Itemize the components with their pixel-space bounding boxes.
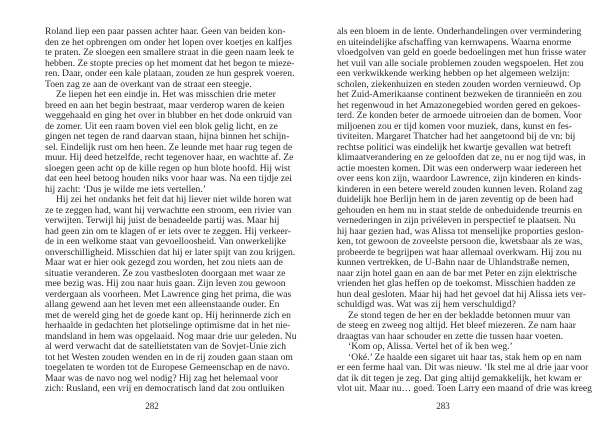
- text-line: herhaalde in gedachten het plotselinge optimisme dat in het nie-: [45, 320, 291, 331]
- text-line: scholen, ziekenhuizen en steden zouden worden vernieuwd. Op: [337, 78, 581, 90]
- text-line: muur. Hij deed hetzelfde, recht tegenover haar, en wachtte af. Ze: [45, 152, 294, 163]
- text-line: sloegen geen acht op de kille regen op hun blote hoofd. Hij wist: [45, 162, 291, 174]
- text-line: ‘Oké.’ Ze haalde een sigaret uit haar tas, stak hem op en nam: [348, 351, 582, 363]
- text-line: vrienden het glas heffen op de toekomst. Misschien hadden ze: [337, 278, 576, 289]
- text-line: er een ferme haal van. Dit was nieuw. ‘Ik stel me al drie jaar voor: [337, 362, 589, 373]
- body-text: [337, 26, 592, 395]
- text-line: het vuil van alle sociale problemen zouden wegspoelen. Het zou: [337, 57, 584, 69]
- text-line: Hij zei het ondanks het feit dat hij liever niet wilde horen wat: [56, 194, 292, 205]
- text-line: vernederingen in zijn privéleven in perspectief te plaatsen. Nu: [337, 215, 576, 226]
- text-line: de in een welkome staat van gevoelloosheid. Van onwerkelijke: [45, 236, 286, 247]
- text-line: situatie veranderen. Ze zou vastbesloten doorgaan met waar ze: [45, 267, 286, 279]
- paragraph: [45, 89, 294, 195]
- text-line: toegelaten te worden tot de Europese Gemeenschap en de navo.: [45, 362, 290, 373]
- text-line: naar zijn hotel gaan en aan de bar met Peter en zijn elektrische: [337, 267, 577, 279]
- text-line: kunnen vertrekken, de U-Bahn naar de Uhlandstraße nemen,: [337, 257, 570, 268]
- text-line: Maar was de navo nog wel nodig? Hij zag het helemaal voor: [45, 372, 279, 384]
- paragraph: [337, 351, 592, 395]
- text-line: met de wereld ging het de goede kant op. Hij herinnerde zich en: [45, 309, 291, 321]
- text-line: vloedgolven van geld en goede bedoelingen met hun frisse water: [337, 47, 587, 58]
- paragraph: [45, 26, 295, 90]
- paragraph: [45, 194, 297, 395]
- text-line: hij zacht: ‘Dus je wilde me iets vertellen.’: [45, 183, 206, 195]
- text-line: draagtas van haar schouder en zette die tussen haar voeten.: [337, 330, 563, 342]
- page-number: 283: [436, 401, 450, 411]
- text-line: hebben. Ze stopte precies op het moment dat het begon te mieze-: [45, 57, 295, 69]
- text-line: al werd verwacht dat de satellietstaten van de Sovjet-Unie zich: [45, 341, 287, 352]
- text-line: sel. Eindelijk rust om hen heen. Ze leunde met haar rug tegen de: [45, 141, 293, 153]
- text-line: breed en aan het begin bestraat, maar verderop waren de keien: [45, 99, 285, 111]
- text-line: een verkwikkende werking hebben op het algemeen welzijn:: [337, 68, 570, 79]
- text-line: Maar wat er hier ook gezegd zou worden, het zou niets aan de: [45, 257, 283, 268]
- text-line: probeerde te begrijpen wat haar allemaal overkwam. Hij zou nu: [337, 246, 582, 258]
- text-line: vlot uit. Maar nu… goed. Toen Larry een maand of drie was kreeg: [337, 383, 592, 394]
- text-line: rechtse politici was eindelijk het kwartje gevallen wat betreft: [337, 141, 571, 153]
- text-line: gehouden en hem nu in staat stelde de onbeduidende treurnis en: [337, 204, 583, 216]
- text-line: dat ik dit tegen je zeg. Dat ging altijd gemakkelijk, het kwam er: [337, 372, 582, 384]
- text-line: Roland liep een paar passen achter haar. Geen van beiden kon-: [45, 26, 286, 37]
- text-line: onverschilligheid. Misschien dat hij er later spijt van zou krijgen.: [45, 246, 296, 258]
- text-line: Ze liepen het een eindje in. Het was misschien drie meter: [56, 89, 276, 100]
- text-line: actie moesten komen. Dit was een onderwerp waar iedereen het: [337, 162, 582, 174]
- text-line: als een bloem in de lente. Onderhandelingen over vermindering: [337, 26, 582, 37]
- text-line: en uiteindelijke afschaffing van kernwapens. Waarna enorme: [337, 36, 572, 48]
- text-line: over eens kon zijn, waardoor Lawrence, zijn kinderen en kinds-: [337, 173, 582, 184]
- text-line: den ze het opbrengen om onder het lopen over koetjes en kalfjes: [45, 36, 292, 48]
- text-line: kinderen in een betere wereld zouden kunnen leven. Roland zag: [337, 183, 583, 195]
- text-line: allang gewend aan het leven met een alleenstaande ouder. En: [45, 299, 280, 310]
- text-line: weggehaald en ging het over in blubber en het dode onkruid van: [45, 110, 292, 121]
- text-line: te praten. Ze sloegen een smallere straat in die geen naam leek te: [45, 47, 295, 58]
- text-line: de zomer. Uit een raam boven viel een blok gelig licht, en ze: [45, 120, 278, 132]
- text-line: tot het Westen zouden wenden en in de rij zouden gaan staan om: [45, 351, 293, 363]
- body-text: [45, 26, 297, 395]
- paragraph: [337, 26, 587, 311]
- text-line: ze te zeggen had, want hij verwachtte een stroom, een rivier van: [45, 204, 292, 216]
- text-line: hij haar gezien had, was Alissa tot menselijke proporties geslon-: [337, 225, 584, 237]
- text-line: hun deal gesloten. Maar hij had het gevoel dat hij Alissa iets ver-: [337, 288, 586, 300]
- text-line: Toen zag ze aan de overkant van de straat een steegje.: [45, 78, 252, 90]
- text-line: had geen zin om te klagen of er iets over te zeggen. Hij verkeer-: [45, 225, 291, 237]
- text-line: verdergaan als voorheen. Met Lawrence ging het prima, die was: [45, 288, 292, 300]
- text-line: mee bezig was. Hij zou naar huis gaan. Zijn leven zou gewoon: [45, 278, 286, 289]
- text-line: duidelijk hoe Berlijn hem in de jaren zeventig op de been had: [337, 194, 574, 205]
- text-line: dat een heel betoog houden niks voor haar was. Na een tijdje zei: [45, 173, 292, 184]
- page-number: 282: [145, 401, 159, 411]
- text-line: zich: Rusland, een vrij en democratisch land dat zou ontluiken: [45, 383, 285, 394]
- text-line: miljoenen zou er tijd komen voor muziek, dans, kunst en fes-: [337, 120, 572, 132]
- text-line: ren. Daar, onder een kale plataan, zouden ze hun gesprek voeren.: [45, 68, 295, 79]
- text-line: ‘Kom op, Alissa. Vertel het of ik ben weg.’: [348, 341, 513, 352]
- text-line: tiviteiten. Margaret Thatcher had het aangetoond bij de vn: bij: [337, 131, 576, 142]
- text-line: verwijten. Terwijl hij juist de benadeelde partij was. Maar hij: [45, 215, 280, 226]
- text-line: gingen net tegen de rand daarvan staan, hijna binnen het schijn-: [45, 131, 290, 142]
- right-page: [300, 0, 600, 440]
- paragraph: [337, 309, 576, 343]
- text-line: terd. Ze konden beter de armoede uitroeien dan de bomen. Voor: [337, 110, 582, 121]
- text-line: het regenwoud in het Amazonegebied worden gered en gekoes-: [337, 99, 581, 111]
- text-line: de steeg en zweeg nog altijd. Het bleef miezeren. Ze nam haar: [337, 320, 576, 331]
- text-line: ken, tot gewoon de zoveelste persoon die, kwetsbaar als ze was,: [337, 236, 583, 247]
- text-line: mandsland in hem was opgelaaid. Nog maar drie uur geleden. Nu: [45, 330, 297, 342]
- text-line: het Zuid-Amerikaanse continent bezweken de tirannieën en zou: [337, 89, 582, 100]
- text-line: klimaatverandering en ze geloofden dat ze, nu er nog tijd was, in: [337, 152, 586, 163]
- paragraph: [337, 342, 568, 353]
- text-line: Ze stond tegen de her en der bekladde betonnen muur van: [348, 309, 571, 321]
- text-line: schuldigd was. Wat was zij hem verschuldigd?: [337, 299, 516, 310]
